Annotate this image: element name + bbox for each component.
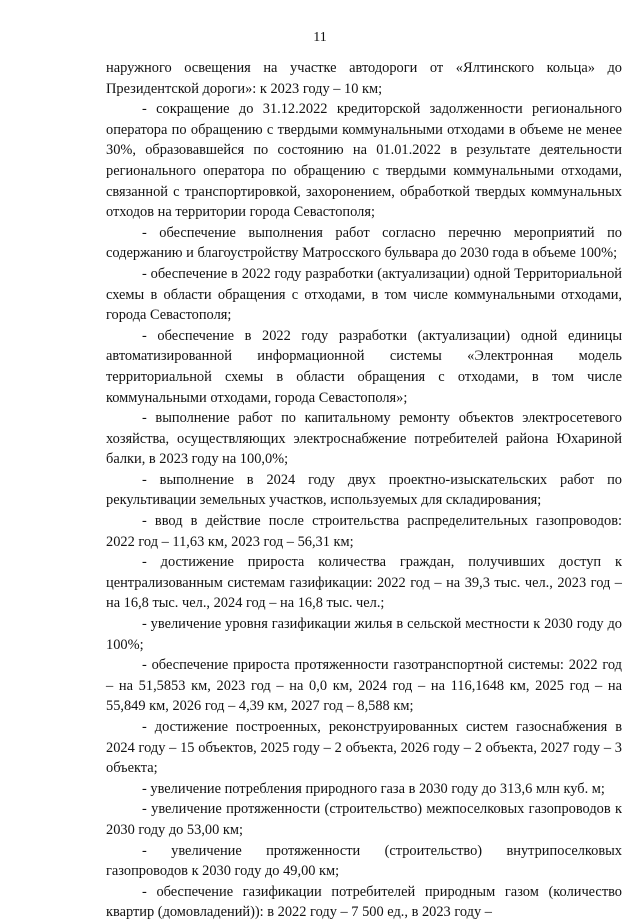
list-item: - увеличение уровня газификации жилья в сельской местности к 2030 году до 100%; — [106, 616, 622, 653]
paragraph-continuation: наружного освещения на участке автодороги от «Ялтинского кольца» до Президентской дороги»: к 2023 году – 10 км; — [106, 60, 622, 97]
list-item: - выполнение в 2024 году двух проектно-изыскательских работ по рекультивации земельных участков, используемых для складирования; — [106, 471, 622, 509]
list-item: - обеспечение в 2022 году разработки (актуализации) одной Территориальной схемы в области обращения с отходами, в том числе коммунальными отходами, города Севастополя; — [106, 265, 622, 324]
list-item: - увеличение потребления природного газа в 2030 году до 313,6 млн куб. м; — [142, 780, 605, 797]
list-item: - выполнение работ по капитальному ремонту объектов электросетевого хозяйства, осуществляющих электроснабжение потребителей района Юхариной балки, в 2023 году на 100,0%; — [106, 410, 622, 468]
list-item: - обеспечение выполнения работ согласно перечню мероприятий по содержанию и благоустройству Матросского бульвара до 2030 года в объеме 100%; — [106, 224, 622, 262]
list-item: - достижение построенных, реконструированных систем газоснабжения в 2024 году – 15 объектов, 2025 году – 2 объекта, 2026 году – 2 объекта, 2027 году – 3 объекта; — [106, 719, 622, 777]
list-item: - ввод в действие после строительства распределительных газопроводов: 2022 год – 11,63 км, 2023 год – 56,31 км; — [106, 513, 622, 550]
page-number: 11 — [313, 30, 327, 45]
list-item: - достижение прироста количества граждан, получивших доступ к централизованным системам газификации: 2022 год – на 39,3 тыс. чел., 2023 год – на 16,8 тыс. чел., 2024 год – на 16,8 тыс. чел.; — [106, 554, 622, 612]
list-item: - обеспечение в 2022 году разработки (актуализации) одной единицы автоматизированной информационной системы «Электронная модель территориальной схемы в области обращения с отходами, в том числе коммунальными отходами, города Севастополя»; — [106, 327, 622, 406]
list-item: - увеличение протяженности (строительство) межпоселковых газопроводов к 2030 году до 53,00 км; — [106, 801, 622, 838]
list-item: - обеспечение прироста протяженности газотранспортной системы: 2022 год – на 51,5853 км, 2023 год – на 0,0 км, 2024 год – на 116,1648 км, 2025 год – на 55,849 км, 2026 год – 4,39 км, 2027 год – 8,588 км; — [106, 657, 622, 715]
list-item: - сокращение до 31.12.2022 кредиторской задолженности регионального оператора по обращению с твердыми коммунальными отходами в объеме не менее 30%, образовавшейся по состоянию на 01.01.2022 в результате деятельности регионального оператора по обращению с твердыми коммунальными отходами, связанной с транспортировкой, захоронением, обработкой твердых коммунальных отходов на территории города Севастополя; — [106, 101, 622, 221]
list-item: - обеспечение газификации потребителей природным газом (количество квартир (домовладений)): в 2022 году – 7 500 ед., в 2023 году – — [106, 883, 622, 921]
document-body — [106, 58, 622, 923]
list-item: - увеличение протяженности (строительство) внутрипоселковых газопроводов к 2030 году до 49,00 км; — [106, 842, 622, 880]
